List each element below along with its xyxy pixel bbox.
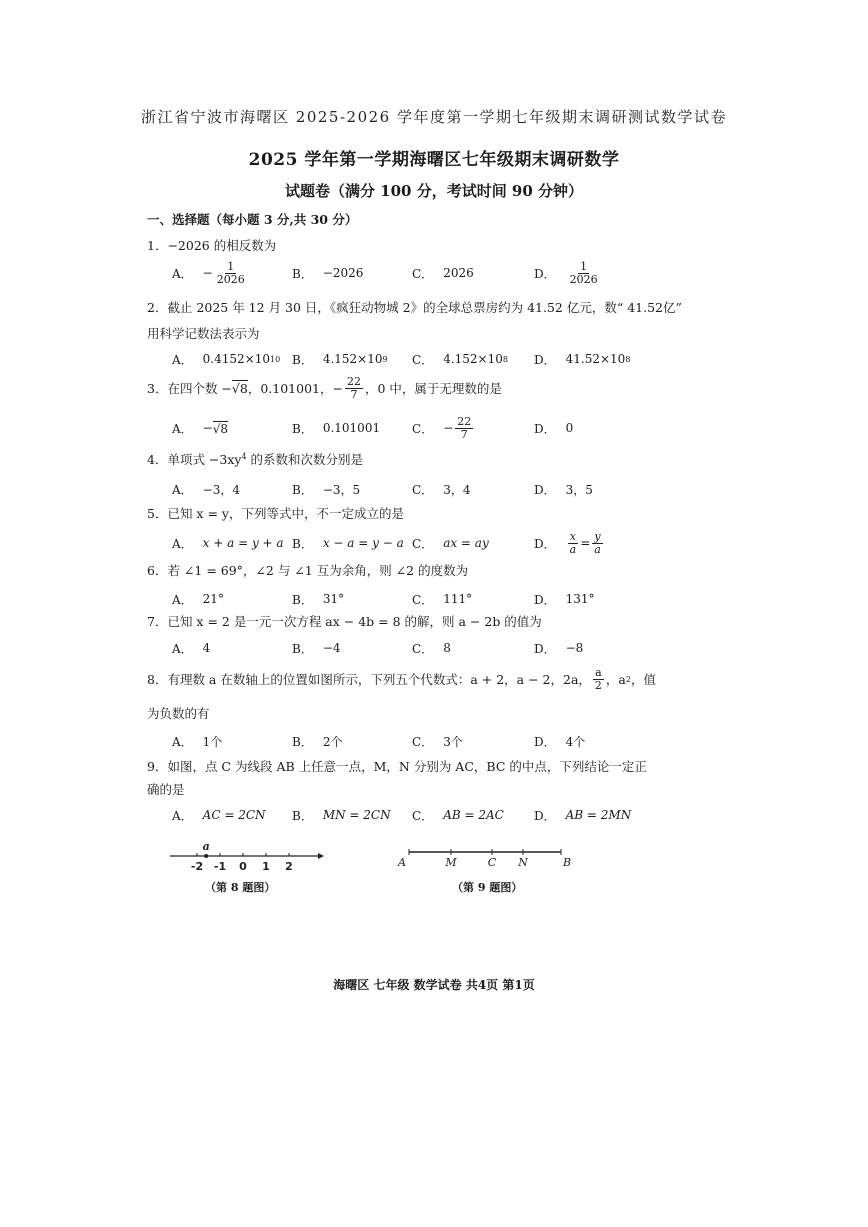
question-2-stem-continued: 用科学记数法表示为 [147, 326, 260, 341]
option-d[interactable]: D． 0 [534, 421, 574, 436]
option-b[interactable]: B． 0.101001 [292, 421, 381, 436]
option-b[interactable]: B． −3，5 [292, 482, 361, 497]
question-8-options [172, 726, 652, 756]
number-line-arrow [318, 853, 324, 859]
option-b[interactable]: B． MN = 2CN [292, 808, 391, 823]
question-6-stem: 6．若 ∠1 = 69°，∠2 与 ∠1 互为余角，则 ∠2 的度数为 [147, 563, 469, 578]
question-7-stem: 7．已知 x = 2 是一元一次方程 ax − 4b = 8 的解，则 a − 2b 的值为 [147, 614, 542, 629]
question-5-options [172, 528, 652, 558]
exam-title: 2025 学年第一学期海曙区七年级期末调研数学 [248, 150, 620, 170]
question-1-stem: 1．−2026 的相反数为 [147, 238, 277, 253]
option-a[interactable]: A． − √8 [172, 421, 229, 436]
question-7-options [172, 633, 652, 663]
option-a[interactable]: A． −3，4 [172, 482, 240, 497]
figure-9-segment [395, 846, 575, 876]
option-d[interactable]: D． $\frac{x}{a}$ = $\frac{y}{a}$ [534, 529, 601, 556]
option-b[interactable]: B． 2个 [292, 734, 343, 749]
question-4-options [172, 474, 652, 504]
fraction: $\frac{1}{2026}$ [216, 259, 245, 286]
option-c[interactable]: C． 8 [412, 641, 451, 656]
fraction: $\frac{22}{7}$ [346, 375, 361, 401]
option-a[interactable]: A． AC = 2CN [172, 808, 266, 823]
point-a-marker [204, 854, 208, 858]
square-root: √8 [231, 381, 248, 397]
number-line-tick-label: 2 [285, 860, 293, 873]
question-3-options [172, 413, 652, 443]
fraction: $\frac{a}{2}$ [594, 666, 602, 692]
question-4-stem: 4．单项式 $-3xy^4$ 的系数和次数分别是 [147, 451, 364, 467]
question-2-options [172, 344, 652, 374]
option-b[interactable]: B． 4.152×10 9 [292, 352, 388, 367]
option-d[interactable]: D． 3，5 [534, 482, 593, 497]
option-d[interactable]: D． 41.52×10 8 [534, 352, 631, 367]
option-b[interactable]: B． 31° [292, 592, 345, 607]
question-3-stem: 3．在四个数 − √8 ，0.101001，− $\frac{22}{7}$ ，0 中，属于无理数的是 [147, 375, 502, 401]
option-c[interactable]: C． 4.152×10 8 [412, 352, 508, 367]
fraction: $\frac{y}{a}$ [594, 529, 601, 556]
option-c[interactable]: C． ax = ay [412, 536, 489, 551]
exam-subtitle: 试题卷（满分 100 分，考试时间 90 分钟） [284, 182, 584, 200]
question-2-stem: 2．截止 2025 年 12 月 30 日，《疯狂动物城 2》的全球总票房约为 41.52 亿元，数“ 41.52亿” [147, 300, 682, 315]
number-line-tick-label: 1 [262, 860, 270, 873]
option-a[interactable]: A． 1个 [172, 734, 223, 749]
option-c[interactable]: C． 3个 [412, 734, 463, 749]
segment-point-label: M [445, 856, 457, 869]
question-8-stem-continued: 为负数的有 [147, 706, 210, 721]
question-6-options [172, 584, 652, 614]
question-9-options [172, 800, 652, 830]
option-d[interactable]: D． −8 [534, 641, 584, 656]
option-d[interactable]: D． 4个 [534, 734, 586, 749]
question-5-stem: 5．已知 x = y，下列等式中，不一定成立的是 [147, 506, 404, 521]
document-header: 浙江省宁波市海曙区 2025-2026 学年度第一学期七年级期末调研测试数学试卷 [141, 108, 727, 126]
fraction: $\frac{22}{7}$ [457, 414, 472, 441]
segment-point-label: C [487, 856, 497, 869]
option-a[interactable]: A． 4 [172, 641, 211, 656]
option-a[interactable]: A． − $\frac{1}{2026}$ [172, 259, 245, 286]
option-c[interactable]: C． 111° [412, 592, 473, 607]
figure-8-caption: （第 8 题图） [205, 881, 276, 894]
option-d[interactable]: D． $\frac{1}{2026}$ [534, 259, 598, 286]
question-1-options [172, 258, 652, 288]
number-line-tick-label: 0 [239, 860, 247, 873]
segment-point-label: A [398, 856, 406, 869]
figure-8-number-line [168, 840, 328, 880]
option-b[interactable]: B． x − a = y − a [292, 536, 404, 551]
section-heading: 一、选择题（每小题 3 分,共 30 分） [147, 212, 358, 227]
option-b[interactable]: B． −2026 [292, 266, 364, 281]
option-c[interactable]: C． − $\frac{22}{7}$ [412, 414, 472, 441]
option-d[interactable]: D． 131° [534, 592, 595, 607]
fraction: $\frac{1}{2026}$ [569, 259, 598, 286]
option-a[interactable]: A． x + a = y + a [172, 536, 284, 551]
page-footer: 海曙区 七年级 数学试卷 共4页 第1页 [333, 978, 535, 992]
figure-9-caption: （第 9 题图） [452, 881, 523, 894]
question-9-stem-continued: 确的是 [147, 782, 185, 797]
number-line-tick-label: -2 [190, 860, 204, 873]
option-b[interactable]: B． −4 [292, 641, 341, 656]
option-c[interactable]: C． 2026 [412, 266, 474, 281]
segment-point-label: N [518, 856, 528, 869]
fraction: $\frac{x}{a}$ [569, 529, 577, 556]
option-d[interactable]: D． AB = 2MN [534, 808, 632, 823]
option-a[interactable]: A． 0.4152×10 10 [172, 352, 281, 367]
option-c[interactable]: C． AB = 2AC [412, 808, 504, 823]
option-c[interactable]: C． 3，4 [412, 482, 471, 497]
question-9-stem: 9．如图，点 C 为线段 AB 上任意一点，M，N 分别为 AC，BC 的中点，下列结论一定正 [147, 759, 647, 774]
number-line-tick-label: -1 [213, 860, 227, 873]
option-a[interactable]: A． 21° [172, 592, 224, 607]
segment-point-label: B [562, 856, 572, 869]
point-a-label: a [202, 840, 210, 853]
question-8-stem: 8．有理数 a 在数轴上的位置如图所示，下列五个代数式：a + 2，a − 2，2a， $\frac{a}{2}$ ，a 2 ，值 [147, 666, 656, 692]
